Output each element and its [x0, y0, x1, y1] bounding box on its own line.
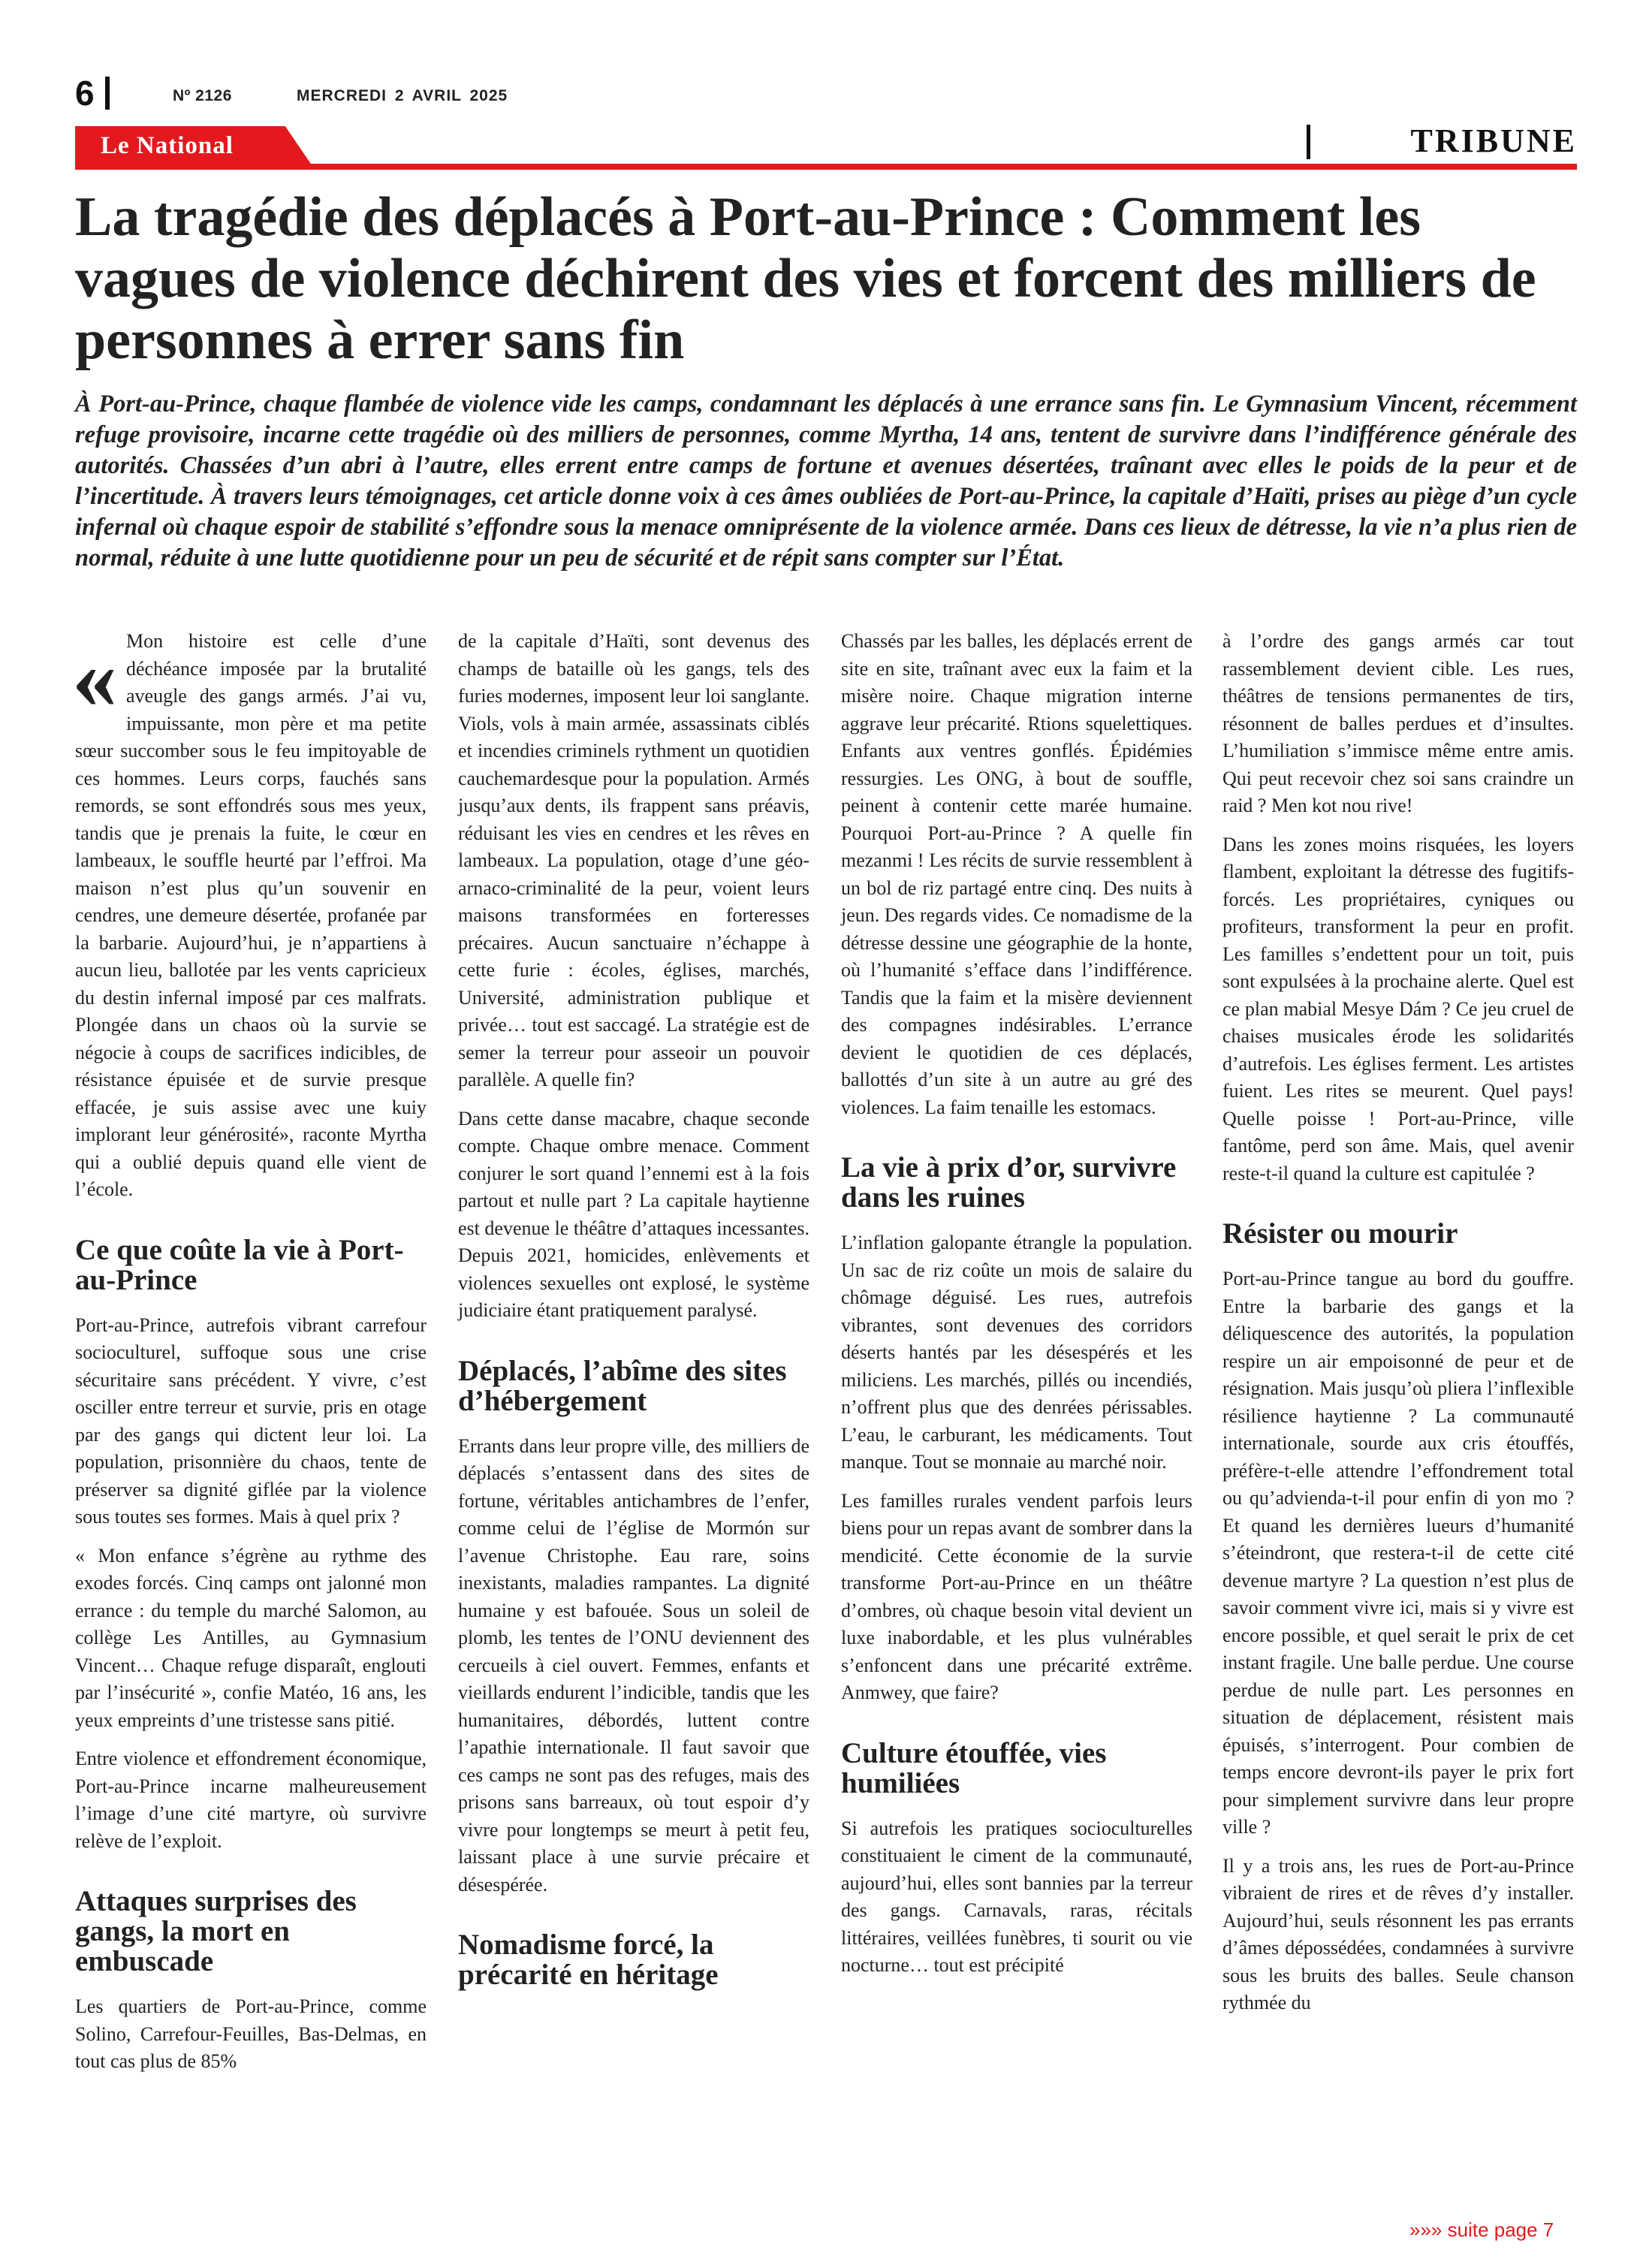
subheading: Ce que coûte la vie à Port-au-Prince — [75, 1233, 404, 1296]
page-number: 6 — [75, 74, 95, 113]
header-rule — [75, 164, 1577, 170]
paragraph: Errants dans leur propre ville, des milliers de déplacés s’entassent dans des sites de fortune, véritables antichambres de l’enfer, comme celui de l’église de Mormón sur l’avenue Christophe. Eau rare, soins inexistants, maladies rampantes. La dignité humaine y est bafouée. Sous un soleil de plomb, les tentes de l’ONU deviennent des cercueils à ciel ouvert. Femmes, enfants et vieillards endurent l’indicible, tandis que les humanitaires, débordés, luttent contre l’apathie internationale. Il faut savoir que ces camps ne sont pas des refuges, mais des prisons sans barreaux, où tout espoir d’y vivre pour longtemps se meurt à petit feu, laissant place à une survie précaire et désespérée. — [458, 1434, 809, 1896]
section-divider — [1307, 125, 1310, 159]
subheading: Nomadisme forcé, la précarité en héritage — [458, 1929, 719, 1991]
article-column-1 — [72, 627, 427, 2087]
paragraph: Il y a trois ans, les rues de Port-au-Prince vibraient de rires et de rêves d’y installer. Aujourd’hui, seuls résonnent les pas errants d’âmes dépossédées, condamnées à survivre sous les bruits des balles. Seule chanson rythmée du — [1222, 1854, 1574, 2013]
paragraph-text: Mon histoire est celle d’une déchéance imposée par la brutalité aveugle des gangs armés. J’ai vu, impuissante, mon père et ma petite sœur succomber sous le feu impitoyable de ces hommes. Leurs corps, fauchés sans remords, se sont effondrés sous mes yeux, tandis que je prenais la fuite, le cœur en lambeaux, le souffle heurté par l’effroi. Ma maison n’est plus qu’un souvenir en cendres, une demeure désertée, profanée par la barbarie. Aujourd’hui, je n’appartiens à aucun lieu, ballotée par les vents capricieux du destin infernal imposé par ces malfrats. Plongée dans un chaos où la survie se négocie à coups de sacrifices indicibles, de résistance épuisée et de survie presque effacée, je suis assise avec une kuiy implorant leur générosité», raconte Myrtha qui a oublié depuis quand elle vient de l’école. — [75, 630, 427, 1200]
paragraph: Port-au-Prince tangue au bord du gouffre. Entre la barbarie des gangs et la déliquescence des autorités, la population respire un air empoisonné de peur et de résignation. Mais jusqu’où pliera l’inflexible résilience haytienne ? La communauté internationale, sourde aux cris étouffés, préfère-t-elle attendre l’effondrement total ou qu’advienda-t-il pour enfin di yon mo ? Et quand les dernières lueurs d’humanité s’éteindront, que restera-t-il de cette cité devenue martyre ? La question n’est plus de savoir comment vivre ici, mais si y vivre est encore possible, et quel serait le prix de cet instant fragile. Une balle perdue. Une course perdue de nulle part. Les personnes en situation de déplacement, résistent mais épuisés, s’interrogent. Pour combien de temps encore devront-ils payer le prix fort pour simplement survivre dans leur propre ville ? — [1222, 1268, 1574, 1838]
paragraph: Entre violence et effondrement économique, Port-au-Prince incarne malheureusement l’image d’une cité martyre, où survivre relève de l’exploit. — [75, 1748, 427, 1852]
article-lede: À Port-au-Prince, chaque flambée de violence vide les camps, condamnant les déplacés à une errance sans fin. Le Gymnasium Vincent, récemment refuge provisoire, incarne cette tragédie où des milliers de personnes, comme Myrtha, 14 ans, tentent de survivre dans l’indifférence générale des autorités. Chassées d’un abri à l’autre, elles errent entre camps de fortune et avenues désertées, traînant avec elles le poids de la peur et de l’incertitude. À travers leurs témoignages, cet article donne voix à ces âmes oubliées de Port-au-Prince, la capitale d’Haïti, prises au piège d’un cycle infernal où chaque espoir de stabilité s’effondre sous la menace omniprésente de la violence armée. Dans ces lieux de détresse, la vie n’a plus rien de normal, réduite à une lutte quotidienne pour un peu de sécurité et de répit sans compter sur l’État. — [75, 391, 1577, 572]
paragraph: L’inflation galopante étrangle la population. Un sac de riz coûte un mois de salaire du chômage déguisé. Les rues, autrefois vibrantes, sont devenues des corridors déserts hantés par les désespérés et les miliciens. Les marchés, pillés ou incendiés, n’offrent plus que des denrées périssables. L’eau, le carburant, les médicaments. Tout manque. Tout se monnaie au marché noir. — [841, 1232, 1192, 1473]
article-column-2 — [458, 628, 809, 2007]
paragraph: Dans cette danse macabre, chaque seconde compte. Chaque ombre menace. Comment conjurer le sort quand l’ennemi est à la fois partout et nulle part ? La capitale haytienne est devenue le théâtre d’attaques incessantes. Depuis 2021, homicides, enlèvements et violences sexuelles ont explosé, le système judiciaire étant pratiquement paralysé. — [458, 1107, 809, 1321]
subheading: Résister ou mourir — [1222, 1217, 1458, 1250]
article-headline: La tragédie des déplacés à Port-au-Prince : Comment les vagues de violence déchirent des vies et forcent des milliers de personnes à errer sans fin — [75, 186, 1536, 371]
article-column-3 — [841, 628, 1192, 1991]
continuation-link[interactable]: »»» suite page 7 — [1409, 2218, 1554, 2241]
paragraph: Les familles rurales vendent parfois leurs biens pour un repas avant de sombrer dans la mendicité. Cette économie de la survie transforme Port-au-Prince en un théâtre d’ombres, où chaque besoin vital devient un luxe inabordable, et les plus vulnérables s’enfoncent dans une précarité extrême. Anmwey, que faire? — [841, 1489, 1192, 1703]
article-column-4 — [1222, 628, 1574, 2028]
paragraph: à l’ordre des gangs armés car tout rassemblement devient cible. Les rues, théâtres de tensions permanentes de tirs, résonnent de balles perdues et d’insultes. L’humiliation s’immisce même entre amis. Qui peut recevoir chez soi sans craindre un raid ? Men kot nou rive! — [1222, 630, 1574, 816]
subheading: Déplacés, l’abîme des sites d’hébergement — [458, 1354, 787, 1417]
masthead — [75, 75, 1577, 173]
issue-number: Nº 2126 — [173, 87, 232, 104]
subheading: Culture étouffée, vies humiliées — [841, 1736, 1107, 1799]
paragraph: Chassés par les balles, les déplacés errent de site en site, traînant avec eux la faim et la misère noire. Chaque migration interne aggrave leur précarité. Rtions squelettiques. Enfants aux ventres gonflés. Épidémies ressurgies. Les ONG, à bout de souffle, peinent à contenir cette marée humaine. Pourquoi Port-au-Prince ? A quelle fin mezanmi ! Les récits de survie ressemblent à un bol de riz partagé entre cinq. Des nuits à jeun. Des regards vides. Ce nomadisme de la détresse dessine une géographie de la honte, où l’humanité s’efface dans l’indifférence. Tandis que la faim et la misère deviennent des compagnes indésirables. L’errance devient le quotidien de ces déplacés, ballottés d’un site à un autre au gré des violences. La faim tenaille les estomacs. — [841, 630, 1192, 1118]
paragraph: « Mon enfance s’égrène au rythme des exodes forcés. Cinq camps ont jalonné mon errance : du temple du marché Salomon, au collège Les Antilles, au Gymnasium Vincent… Chaque refuge disparaît, englouti par l’insécurité », confie Matéo, 16 ans, les yeux empreints d’une tristesse sans pitié. — [75, 1544, 427, 1731]
publication-date: MERCREDI 2 AVRIL 2025 — [297, 87, 508, 104]
paragraph: Dans les zones moins risquées, les loyers flambent, exploitant la détresse des fugitifs-forcés. Les propriétaires, cyniques ou profiteurs, transforment la peur en profit. Les familles s’endettent pour un toit, puis sont expulsées à la prochaine alerte. Quel est ce plan mabial Mesye Dám ? Ce jeu cruel de chaises musicales érode les solidarités d’autrefois. Les églises ferment. Les artistes fuient. Les rites se meurent. Quel pays! Quelle poisse ! Port-au-Prince, ville fantôme, perd son âme. Mais, quel avenir reste-t-il quand la culture est capitulée ? — [1222, 833, 1574, 1184]
newspaper-logo: Le National — [101, 132, 234, 159]
subheading: La vie à prix d’or, survivre dans les ruines — [841, 1151, 1177, 1214]
page-number-divider — [105, 77, 110, 110]
subheading: Attaques surprises des gangs, la mort en embuscade — [75, 1885, 357, 1977]
opening-quote-paragraph — [72, 627, 427, 1204]
paragraph: de la capitale d’Haïti, sont devenus des champs de bataille où les gangs, tels des furies modernes, imposent leur loi sanglante. Viols, vols à main armée, assassinats ciblés et incendies criminels rythment un quotidien cauchemardesque pour la population. Armés jusqu’aux dents, ils frappent sans préavis, réduisant les vies en cendres et les rêves en lambeaux. La population, otage d’une géo-arnaco-criminalité de la peur, voient leurs maisons transformées en forteresses précaires. Aucun sanctuaire n’échappe à cette furie : écoles, églises, marchés, Université, administration publique et privée… tout est saccagé. La stratégie est de semer la terreur pour asseoir un pouvoir parallèle. A quelle fin? — [458, 630, 809, 1090]
paragraph: Port-au-Prince, autrefois vibrant carrefour socioculturel, suffoque sous une crise sécuritaire sans précédent. Y vivre, c’est osciller entre terreur et survie, pris en otage par des gangs qui dictent leur loi. La population, prisonnière du chaos, tente de préserver sa dignité giflée par la violence sous toutes ses formes. Mais à quel prix ? — [75, 1313, 427, 1528]
paragraph: Si autrefois les pratiques socioculturelles constituaient le ciment de la communauté, aujourd’hui, elles sont bannies par la terreur des gangs. Carnavals, raras, récitals littéraires, veillées funèbres, ti sourit ou vie nocturne… tout est précipité — [841, 1817, 1192, 1976]
paragraph: Les quartiers de Port-au-Prince, comme Solino, Carrefour-Feuilles, Bas-Delmas, en tout cas plus de 85% — [75, 1995, 427, 2072]
opening-quote-mark: « — [72, 627, 117, 727]
section-title: TRIBUNE — [1410, 122, 1577, 159]
